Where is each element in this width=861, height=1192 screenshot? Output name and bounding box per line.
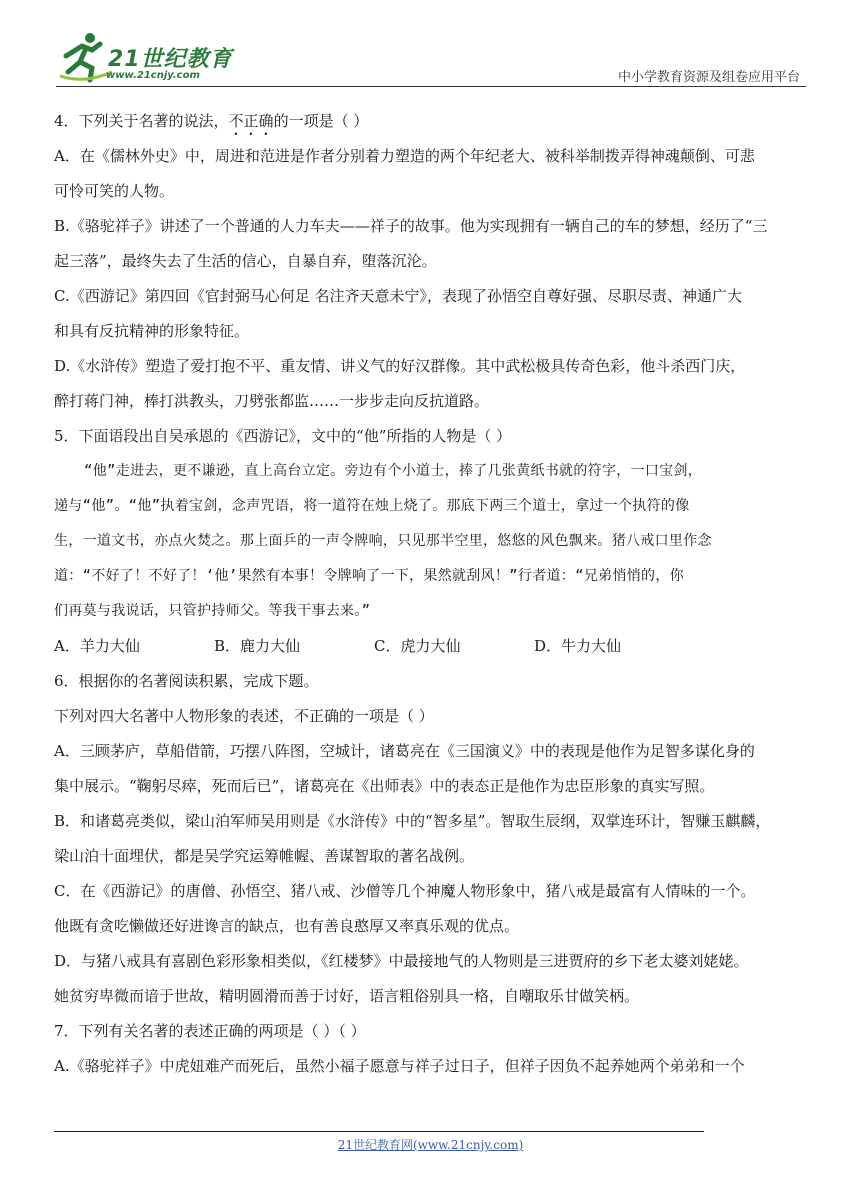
- question-5-option-a: A．羊力大仙: [54, 637, 140, 655]
- footer-divider: [54, 1131, 704, 1132]
- question-6-stem: 6．根据你的名著阅读积累，完成下题。: [54, 672, 319, 690]
- question-6-subquestion: 下列对四大名著中人物形象的表述，不正确的一项是（ ）: [54, 707, 434, 725]
- logo: [56, 28, 246, 84]
- document-body: [54, 104, 806, 1084]
- question-4-option-c: C.《西游记》第四回《官封弼马心何足 名注齐天意未宁》，表现了孙悟空自尊好强、尽职尽责、神通广大 和具有反抗精神的形象特征。: [54, 287, 742, 340]
- platform-title: 中小学教育资源及组卷应用平台: [617, 70, 800, 85]
- question-6-option-d: D．与猪八戒具有喜剧色彩形象相类似，《红楼梦》中最接地气的人物则是三进贾府的乡下老太婆刘姥姥。 她贫穷卑微而谙于世故，精明圆滑而善于讨好，语言粗俗别具一格，自嘲取乐甘做笑柄。: [54, 952, 749, 1005]
- question-5-option-d: D．牛力大仙: [534, 637, 622, 655]
- question-5-stem: 5．下面语段出自吴承恩的《西游记》，文中的“他”所指的人物是（ ）: [54, 427, 512, 445]
- page-header: [56, 28, 806, 87]
- question-6-option-a: A．三顾茅庐，草船借箭，巧摆八阵图，空城计，诸葛亮在《三国演义》中的表现是他作为足智多谋化身的 集中展示。“鞠躬尽瘁，死而后已”，诸葛亮在《出师表》中的表态正是他作为忠臣形象的真实写照。: [54, 742, 755, 795]
- question-6-option-c: C．在《西游记》的唐僧、孙悟空、猪八戒、沙僧等几个神魔人物形象中，猪八戒是最富有人情味的一个。 他既有贪吃懒做还好进谗言的缺点，也有善良憨厚又率真乐观的优点。: [54, 882, 756, 935]
- question-7-option-a: A.《骆驼祥子》中虎妞难产而死后，虽然小福子愿意与祥子过日子，但祥子因负不起养她两个弟弟和一个: [54, 1057, 745, 1075]
- question-6-option-b: B．和诸葛亮类似，梁山泊军师吴用则是《水浒传》中的“智多星”。智取生辰纲，双掌连环计，智赚玉麒麟， 梁山泊十面埋伏，都是吴学究运筹帷幄、善谋智取的著名战例。: [54, 812, 771, 865]
- question-4-option-b: B.《骆驼祥子》讲述了一个普通的人力车夫——祥子的故事。他为实现拥有一辆自己的车的梦想，经历了“三 起三落”，最终失去了生活的信心，自暴自弃，堕落沉沦。: [54, 217, 768, 270]
- question-4-option-d: D.《水浒传》塑造了爱打抱不平、重友情、讲义气的好汉群像。其中武松极具传奇色彩，他斗杀西门庆， 醉打蒋门神，棒打洪教头，刀劈张都监……一步步走向反抗道路。: [54, 357, 746, 410]
- question-5-option-b: B．鹿力大仙: [214, 637, 301, 655]
- question-5-options: [54, 629, 806, 664]
- footer-link[interactable]: 21世纪教育网(www.21cnjy.com): [337, 1138, 524, 1152]
- logo-url: www.21cnjy.com: [106, 70, 200, 81]
- logo-name: 21世纪教育: [108, 47, 233, 72]
- question-4-stem: 4．下列关于名著的说法，不正确的一项是（ ）: [54, 112, 369, 130]
- emphasis-not-correct: 不正确: [228, 112, 274, 130]
- question-5-passage: “他”走进去，更不谦逊，直上高台立定。旁边有个小道士，捧了几张黄纸书就的符字，一口宝剑， 递与“他”。“他”执着宝剑，念声咒语，将一道符在烛上烧了。那底下两三个道士，拿过一个执符的像 生，一道文书，亦点火焚之。那上面乒的一声令牌响，只见那半空里，悠悠的风色飘来。猪八戒口里作念 道：“不好了！不好了！‘他’果然有本事！令牌响了一下，果然就刮风！”行者道：“兄弟悄悄的，你 们再莫与我说话，只管护持师父。等我干事去来。”: [54, 463, 712, 619]
- question-5-option-c: C．虎力大仙: [374, 637, 461, 655]
- question-7-stem: 7．下列有关名著的表述正确的两项是（ ）（ ）: [54, 1022, 366, 1040]
- question-4-option-a: A．在《儒林外史》中，周进和范进是作者分别着力塑造的两个年纪老大、被科举制拨弄得神魂颠倒、可悲 可怜可笑的人物。: [54, 147, 755, 200]
